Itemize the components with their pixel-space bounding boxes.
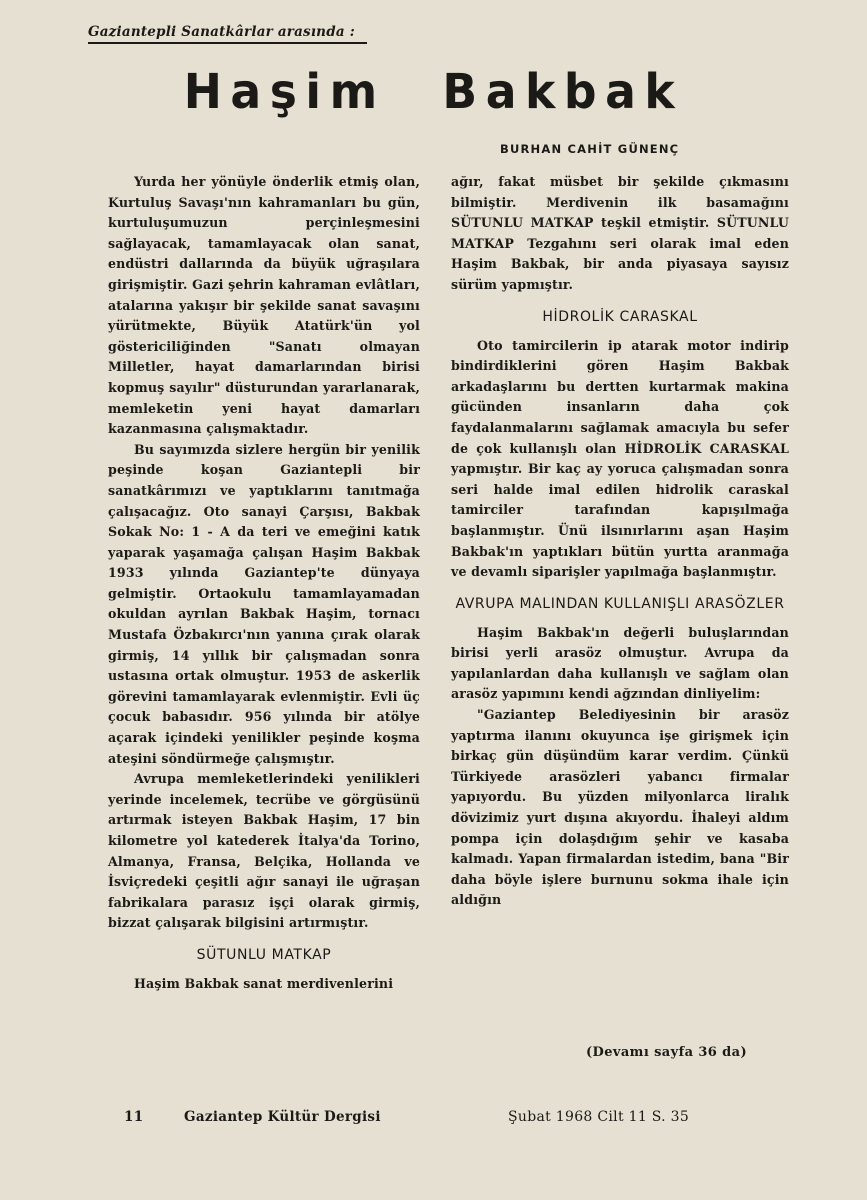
page-number: 11: [124, 1109, 144, 1125]
subheading-hidrolik-caraskal: HİDROLİK CARASKAL: [542, 308, 698, 325]
paragraph-europe: Avrupa memleketlerindeki yenilikleri yerinde incelemek, tecrübe ve görgüsünü artırmak isteyen Bakbak Haşim, 17 bin kilometre yol katederek İtalya'da Torino, Almanya, Fransa, Belçika, Hollanda ve İsviçredeki çeşitli ağır sanayi ile uğraşan fabrikalara parasız işçi olarak girmiş, bizzat çalışarak bilgisini artırmıştır.: [108, 771, 420, 931]
paragraph-biography: Bu sayımızda sizlere hergün bir yenilik peşinde koşan Gaziantepli bir sanatkârımızı ve yaptıklarını tanıtmağa çalışacağız. Oto sanayi Çarşısı, Bakbak Sokak No: 1 - A da teri ve emeğini katık yaparak yaşamağa çalışan Haşim Bakbak 1933 yılında Gaziantep'te dünyaya gelmiştir. Ortaokulu tamamlayamadan okuldan ayrılan Bakbak Haşim, tornacı Mustafa Özbakırcı'nın yanına çırak olarak girmiş, 14 yıllık bir çalışmadan sonra ustasına ortak olmuştur. 1953 de askerlik görevini tamamlayarak evlenmiştir. Evli üç çocuk babasıdır. 956 yılında bir atölye açarak içindeki yenilikler peşinde koşma ateşini söndürmeğe çalışmıştır.: [108, 441, 420, 766]
subheading-arasozler: AVRUPA MALINDAN KULLANIŞLI ARASÖZLER: [455, 595, 785, 612]
paragraph-caraskal: Oto tamircilerin ip atarak motor indirip bindirdiklerini gören Haşim Bakbak arkadaşlarını bu dertten kurtarmak makina gücünden insanların daha çok faydalanmalarını sağlamak amacıyla bu sefer de çok kullanışlı olan HİDROLİK CARASKAL yapmıştır. Bir kaç ay yoruca çalışmadan sonra seri halde imal edilen hidrolik caraskal tamirciler tarafından kapışılmağa başlanmıştır. Ünü ilsınırlarını aşan Haşim Bakbak'ın yaptıkları bütün yurtta aranmağa ve devamlı siparişler yapılmağa başlanmıştır.: [451, 337, 789, 580]
article-title: Haşim Bakbak: [183, 64, 684, 120]
paragraph-matkap-continued: ağır, fakat müsbet bir şekilde çıkmasını bilmiştir. Merdivenin ilk basamağını SÜTUNLU MATKAP teşkil etmiştir. SÜTUNLU MATKAP Tezgahını seri olarak imal eden Haşim Bakbak, bir anda piyasaya sayısız sürüm yapmıştır.: [451, 174, 789, 292]
article-author: BURHAN CAHİT GÜNENÇ: [500, 142, 680, 156]
magazine-name: Gaziantep Kültür Dergisi: [184, 1109, 381, 1125]
paragraph-intro: Yurda her yönüyle önderlik etmiş olan, Kurtuluş Savaşı'nın kahramanları bu gün, kurtuluşumuzun perçinleşmesini sağlayacak, tamamlayacak olan sanat, endüstri dallarında da büyük uğraşılara girişmiştir. Gazi şehrin kahraman evlâtları, atalarına yakışır bir şekilde sanat savaşını yürütmekte, Büyük Atatürk'ün yol göstericiliğinden "Sanatı olmayan Milletler, hayat damarlarından birisi kopmuş sayılır" düsturundan yararlanarak, memleketin yeni hayat damarları kazanmasına çalışmaktadır.: [108, 174, 420, 437]
issue-info: Şubat 1968 Cilt 11 S. 35: [508, 1109, 690, 1125]
paragraph-arasoz-quote: "Gaziantep Belediyesinin bir arasöz yaptırma ilanını okuyunca işe girişmek için birkaç gün düşündüm karar verdim. Çünkü Türkiyede arasözleri yabancı firmalar yapıyordu. Bu yüzden milyonlarca liralık dövizimiz yurt dışına akıyordu. İhaleyi aldım pompa için dolaşdığım şehir ve kasaba kalmadı. Yapan firmalardan istedim, bana "Bir daha böyle işlere burnunu sokma ihale için aldığın: [451, 707, 789, 908]
continued-note: (Devamı sayfa 36 da): [586, 1045, 748, 1060]
paragraph-matkap-start: Haşim Bakbak sanat merdivenlerini: [134, 975, 394, 991]
section-kicker: Gaziantepli Sanatkârlar arasında :: [88, 24, 367, 44]
subheading-sutunlu-matkap: SÜTUNLU MATKAP: [196, 946, 332, 963]
left-column: [108, 172, 420, 995]
right-column: [451, 172, 789, 911]
paragraph-arasoz-intro: Haşim Bakbak'ın değerli buluşlarından birisi yerli arasöz olmuştur. Avrupa da yapılanlardan daha kullanışlı ve sağlam olan arasöz yapımını kendi ağzından dinliyelim:: [451, 624, 789, 702]
